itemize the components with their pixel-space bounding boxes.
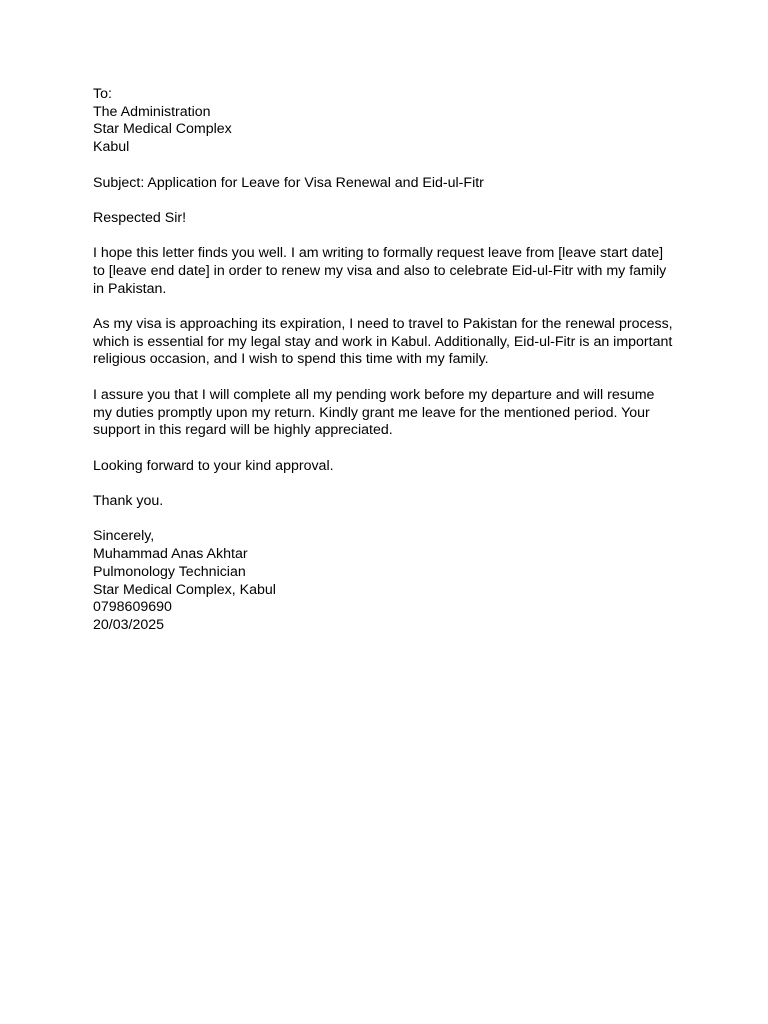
paragraph-line: my duties promptly upon my return. Kindly grant me leave for the mentioned period. Your bbox=[93, 404, 650, 421]
letter-body bbox=[93, 86, 683, 635]
paragraph-line: religious occasion, and I wish to spend this time with my family. bbox=[93, 351, 489, 368]
paragraph-line: I assure you that I will complete all my pending work before my departure and will resume bbox=[93, 386, 655, 403]
spacer bbox=[93, 475, 683, 493]
recipient-line-1: The Administration bbox=[93, 103, 211, 120]
paragraph-line: I hope this letter finds you well. I am writing to formally request leave from [leave start date] bbox=[93, 245, 664, 262]
paragraph-2 bbox=[93, 316, 683, 369]
closing: Sincerely, bbox=[93, 528, 155, 545]
paragraph-line: which is essential for my legal stay and work in Kabul. Additionally, Eid-ul-Fitr is an important bbox=[93, 333, 673, 350]
spacer bbox=[93, 511, 683, 529]
letter-date: 20/03/2025 bbox=[93, 616, 165, 633]
recipient-line-2: Star Medical Complex bbox=[93, 121, 232, 138]
paragraph-1 bbox=[93, 245, 683, 298]
paragraph-line: support in this regard will be highly appreciated. bbox=[93, 422, 393, 439]
spacer bbox=[93, 298, 683, 316]
sender-name: Muhammad Anas Akhtar bbox=[93, 546, 248, 563]
spacer bbox=[93, 192, 683, 210]
subject-line: Subject: Application for Leave for Visa Renewal and Eid-ul-Fitr bbox=[93, 174, 484, 191]
signature-block bbox=[93, 528, 683, 634]
to-label: To: bbox=[93, 86, 112, 102]
paragraph-line: to [leave end date] in order to renew my visa and also to celebrate Eid-ul-Fitr with my family bbox=[93, 262, 667, 279]
paragraph-5: Thank you. bbox=[93, 493, 164, 510]
salutation: Respected Sir! bbox=[93, 209, 187, 226]
paragraph-line: in Pakistan. bbox=[93, 280, 167, 297]
paragraph-3 bbox=[93, 387, 683, 440]
paragraph-4: Looking forward to your kind approval. bbox=[93, 457, 334, 474]
recipient-line-3: Kabul bbox=[93, 139, 130, 156]
sender-title: Pulmonology Technician bbox=[93, 563, 246, 580]
spacer bbox=[93, 228, 683, 246]
sender-phone: 0798609690 bbox=[93, 599, 172, 616]
paragraph-line: As my visa is approaching its expiration, I need to travel to Pakistan for the renewal process, bbox=[93, 316, 673, 333]
spacer bbox=[93, 440, 683, 458]
sender-organization: Star Medical Complex, Kabul bbox=[93, 581, 276, 598]
spacer bbox=[93, 157, 683, 175]
spacer bbox=[93, 369, 683, 387]
recipient-block bbox=[93, 86, 683, 157]
